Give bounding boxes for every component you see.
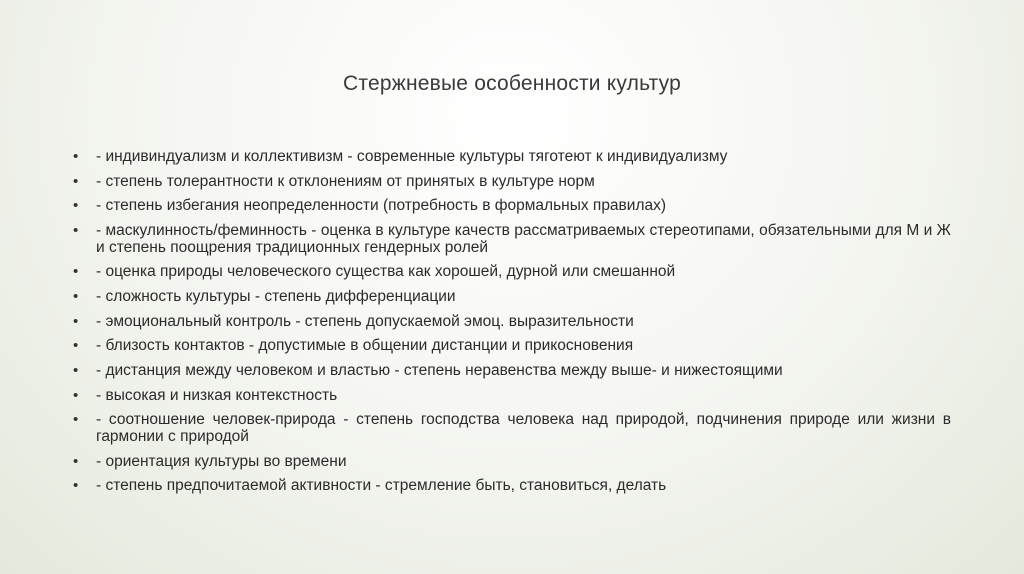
bullet-icon: • [73, 386, 79, 404]
bullet-icon: • [73, 362, 79, 379]
bullet-icon: • [73, 312, 79, 330]
list-item-text: - степень толерантности к отклонениям от принятых в культуре норм [96, 172, 595, 190]
list-item-text: - маскулинность/феминность - оценка в культуре качеств рассматриваемых стереотипами, обязательными для М и Ж и степень поощрения традиционных гендерных ролей [96, 222, 951, 256]
list-item-text: - степень предпочитаемой активности - стремление быть, становиться, делать [96, 477, 667, 495]
list-item-text: - индивиндуализм и коллективизм - современные культуры тяготеют к индивидуализму [96, 148, 728, 165]
list-item-text: - дистанция между человеком и властью - степень неравенства между выше- и нижестоящими [96, 362, 783, 379]
bullet-icon: • [73, 477, 79, 495]
bullet-icon: • [73, 263, 79, 281]
list-item-text: - близость контактов - допустимые в общении дистанции и прикосновения [96, 337, 634, 355]
list-item [73, 338, 951, 355]
list-item [73, 363, 951, 380]
slide-title: Стержневые особенности культур [343, 72, 681, 95]
bullet-icon: • [73, 287, 79, 305]
list-item [73, 174, 951, 191]
list-item [73, 264, 951, 281]
list-item-text: - степень избегания неопределенности (потребность в формальных правилах) [96, 197, 667, 215]
bullet-icon: • [73, 172, 79, 190]
bullet-icon: • [73, 337, 79, 355]
list-item-text: - сложность культуры - степень дифференциации [96, 287, 456, 305]
bullet-icon: • [73, 452, 79, 470]
bullet-icon: • [73, 197, 79, 215]
bullet-icon: • [73, 148, 79, 165]
list-item [73, 454, 951, 471]
list-item-text: - эмоциональный контроль - степень допускаемой эмоц. выразительности [96, 312, 634, 330]
list-item [73, 223, 951, 256]
list-item [73, 388, 951, 405]
list-item [73, 314, 951, 331]
list-item [73, 198, 951, 215]
list-item [73, 289, 951, 306]
list-item [73, 149, 951, 166]
list-item [73, 478, 951, 495]
list-item [73, 412, 951, 445]
list-item-text: - соотношение человек-природа - степень господства человека над природой, подчинения природе или жизни в гармонии с природой [96, 411, 951, 445]
bullet-icon: • [73, 222, 79, 240]
bullet-list [73, 149, 951, 503]
list-item-text: - оценка природы человеческого существа как хорошей, дурной или смешанной [96, 263, 676, 281]
list-item-text: - высокая и низкая контекстность [96, 386, 338, 404]
list-item-text: - ориентация культуры во времени [96, 452, 347, 470]
bullet-icon: • [73, 411, 79, 429]
